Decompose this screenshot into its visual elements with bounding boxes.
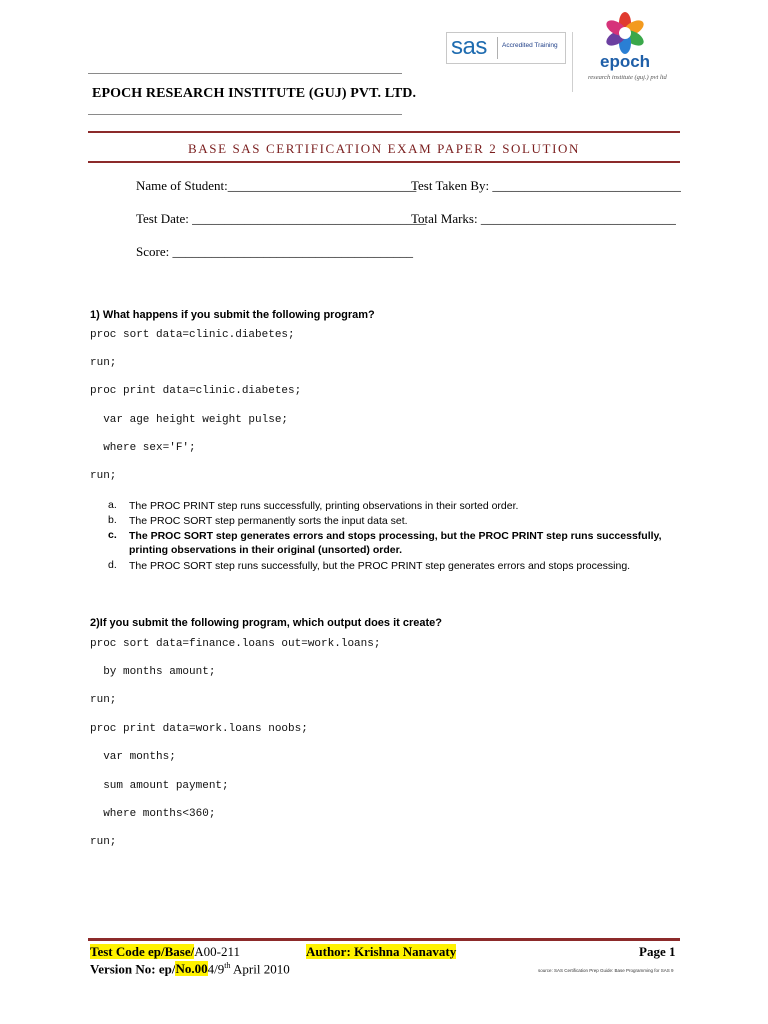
test-code-value: A00-211 [194,944,240,959]
q2-code-line: by months amount; [90,666,216,678]
q1-option-letter-a: a. [108,499,117,511]
q1-option-letter-c: c. [108,529,117,541]
document-title: BASE SAS CERTIFICATION EXAM PAPER 2 SOLUTION [187,141,580,156]
q1-code-line: proc print data=clinic.diabetes; [90,385,302,397]
company-rule-bottom [88,114,402,115]
q1-code-line: var age height weight pulse; [90,414,289,426]
sas-logo-tagline: Accredited Training [502,42,558,49]
version-highlight: No.00 [175,961,208,977]
company-name: EPOCH RESEARCH INSTITUTE (GUJ) PVT. LTD. [92,86,417,101]
q2-code-line: run; [90,694,117,706]
name-of-student-field: Name of Student:_____________________________ [136,178,417,193]
author [306,944,456,960]
q1-code-line: proc sort data=clinic.diabetes; [90,329,295,341]
epoch-logo-text: epoch [600,52,651,71]
q2-code-line: run; [90,836,117,848]
q1-option-letter-b: b. [108,514,117,526]
q1-option-b: The PROC SORT step permanently sorts the input data set. [129,515,408,527]
version-date-sup: th [224,961,231,970]
score-field: Score: _____________________________________ [136,244,413,259]
q1-option-c-correct: The PROC SORT step generates errors and stops processing, but the PROC PRINT step runs successfully, printing observations in their original (unsorted) order. [129,530,662,556]
logo-divider [572,32,573,92]
q2-code-line: var months; [90,751,176,763]
author-label: Author: Krishna Nanavaty [306,944,457,959]
test-date-field: Test Date: ____________________________________ [136,211,427,226]
q1-code-line: where sex='F'; [90,442,196,454]
epoch-flower-icon [602,10,648,56]
q2-code-line: sum amount payment; [90,780,229,792]
question-1: 1) What happens if you submit the following program? [90,309,375,321]
q1-option-a: The PROC PRINT step runs successfully, printing observations in their sorted order. [129,500,519,512]
test-taken-by-field: Test Taken By: _____________________________ [411,178,681,193]
version-num: 4 [207,961,215,977]
sas-logo-divider [497,37,498,59]
test-code [90,944,240,960]
version-date-rest: April 2010 [230,961,290,977]
q1-option-d: The PROC SORT step runs successfully, but the PROC PRINT step generates errors and stops processing. [129,560,631,572]
page-number: Page 1 [639,944,676,959]
test-code-label: Test Code ep/Base/ [90,944,195,959]
footer-rule [88,938,680,941]
q1-option-letter-d: d. [108,559,117,571]
q1-code-line: run; [90,357,117,369]
epoch-logo-tagline: research institute (guj.) pvt ltd [588,74,667,81]
title-rule-top [88,131,680,133]
q2-code-line: where months<360; [90,808,216,820]
sas-logo-text: sas [451,33,487,60]
sas-accredited-logo [446,32,566,64]
title-rule-bottom [88,161,680,163]
q2-code-line: proc sort data=finance.loans out=work.loans; [90,638,381,650]
q1-code-line: run; [90,470,117,482]
question-2: 2)If you submit the following program, which output does it create? [90,617,443,629]
version-prefix: Version No: ep/ [90,961,176,977]
source-note: source: SAS Certification Prep Guide: Base Programming for SAS 9 [538,968,674,973]
company-rule-top [88,73,402,74]
q2-code-line: proc print data=work.loans noobs; [90,723,308,735]
version-date-day: /9 [214,961,225,977]
total-marks-field: Total Marks: ______________________________ [411,211,676,226]
version-number [90,961,290,977]
